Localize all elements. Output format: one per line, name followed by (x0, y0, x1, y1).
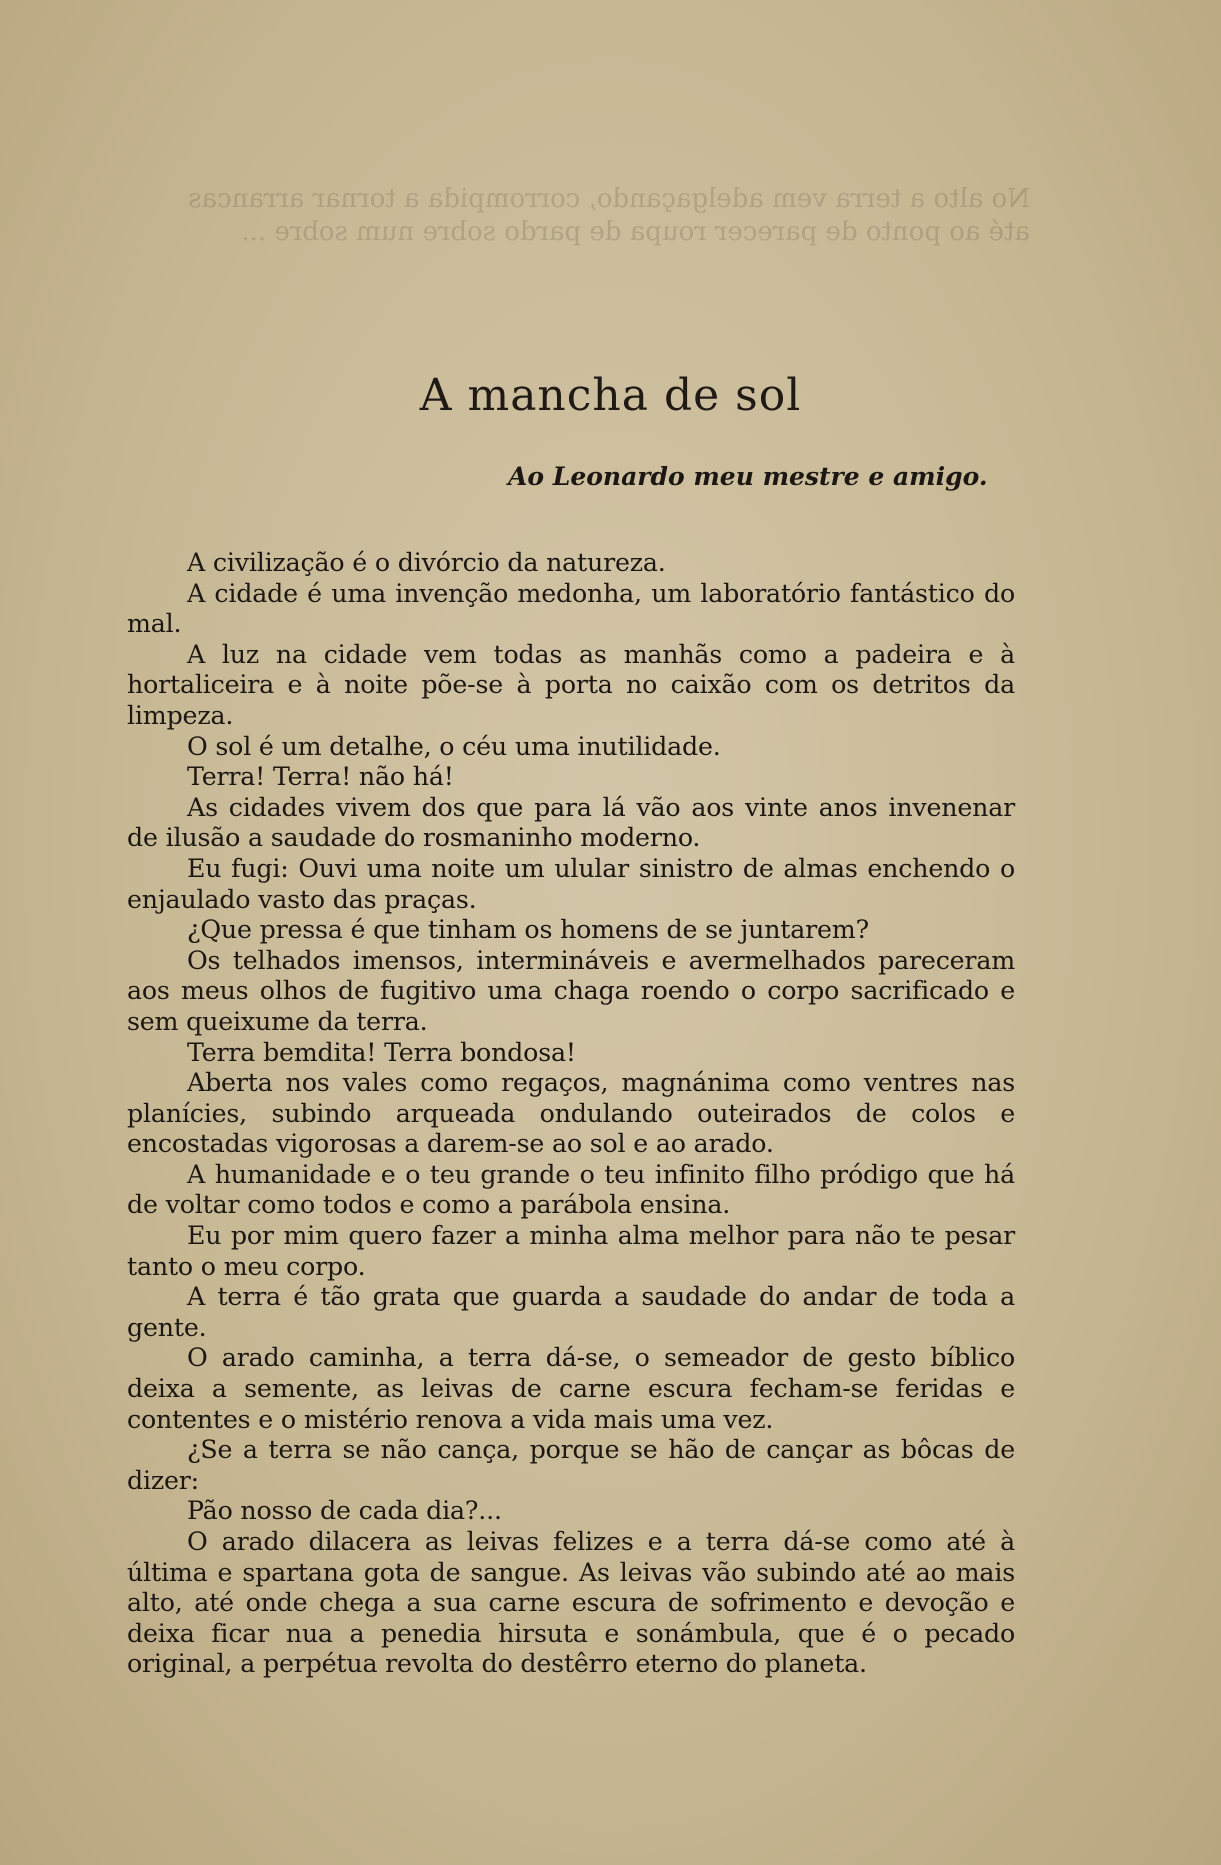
paragraph: A humanidade e o teu grande o teu infinito filho pródigo que há de voltar como todos e como a parábola ensina. (127, 1159, 1015, 1220)
paragraph: A cidade é uma invenção medonha, um laboratório fantástico do mal. (127, 578, 1015, 639)
paragraph: O sol é um detalhe, o céu uma inutilidade. (187, 731, 721, 761)
chapter-title: A mancha de sol (419, 370, 802, 421)
paragraph: A terra é tão grata que guarda a saudade do andar de toda a gente. (127, 1282, 1015, 1342)
paragraph: Eu fugi: Ouvi uma noite um ulular sinistro de almas enchendo o enjaulado vasto das praças. (127, 853, 1015, 914)
dedication: Ao Leonardo meu mestre e amigo. (508, 462, 988, 491)
body-text (127, 548, 1015, 1680)
paragraph: O arado dilacera as leivas felizes e a terra dá-se como até à última e spartana gota de sangue. As leivas vão subindo até ao mais alto, até onde chega a sua carne escura de sofrimento e devoção e deixa ficar nua a penedia hirsuta e sonámbula, que é o pecado original, a perpétua revolta do destêrro eterno do planeta. (127, 1527, 1015, 1679)
paragraph: As cidades vivem dos que para lá vão aos vinte anos invenenar de ilusão a saudade do rosmaninho moderno. (127, 792, 1015, 853)
paragraph: A luz na cidade vem todas as manhãs como a padeira e à hortaliceira e à noite põe-se à porta no caixão com os detritos da limpeza. (127, 639, 1015, 730)
paragraph: Terra! Terra! não há! (187, 762, 454, 792)
paragraph: Eu por mim quero fazer a minha alma melhor para não te pesar tanto o meu corpo. (127, 1221, 1015, 1281)
paragraph: O arado caminha, a terra dá-se, o semeador de gesto bíblico deixa a semente, as leivas de carne escura fecham-se feridas e contentes e o mistério renova a vida mais uma vez. (127, 1343, 1015, 1434)
paragraph: ¿Se a terra se não cança, porque se hão de cançar as bôcas de dizer: (127, 1435, 1015, 1495)
paragraph: A civilização é o divórcio da natureza. (187, 548, 666, 577)
paragraph: Os telhados imensos, intermináveis e avermelhados pareceram aos meus olhos de fugitivo uma chaga roendo o corpo sacrificado e sem queixume da terra. (127, 945, 1015, 1036)
paragraph: ¿Que pressa é que tinham os homens de se juntarem? (187, 915, 869, 945)
paragraph: Aberta nos vales como regaços, magnánima como ventres nas planícies, subindo arqueada ondulando outeirados de colos e encostadas vigorosas a darem-se ao sol e ao arado. (127, 1068, 1015, 1159)
paragraph: Pão nosso de cada dia?... (187, 1496, 502, 1526)
bleed-through-texture: No alto a terra vem adelgaçando, corrompida a tornar arrancas até ao ponto de parecer roupa de pardo sobre num sobre ... (188, 184, 1030, 247)
paragraph: Terra bemdita! Terra bondosa! (187, 1037, 576, 1067)
